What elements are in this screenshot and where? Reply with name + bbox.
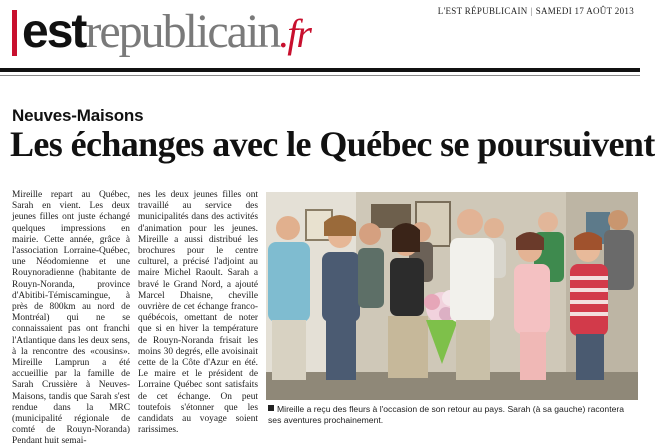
article-headline: Les échanges avec le Québec se poursuivent xyxy=(10,124,655,164)
header-meta xyxy=(438,6,634,16)
logo-republicain: republicain xyxy=(85,5,280,58)
newspaper-logo[interactable] xyxy=(22,4,310,62)
logo-accent-bar xyxy=(12,10,17,56)
logo-est: est xyxy=(22,5,86,58)
photo-caption xyxy=(268,404,636,426)
header-rule-thin xyxy=(0,75,640,76)
article-kicker: Neuves-Maisons xyxy=(12,106,144,125)
caption-bullet-icon xyxy=(268,405,274,411)
article-column-2: nes les deux jeunes filles ont travaillé au service des municipalités dans des activités d'animation pour les jeunes. Mireille a aussi distribué les brochures pour le centre culturel, a précisé l'adjoint au maire Michel Raoult. Sarah a bravé le Grand Nord, a ajouté Marcel Dhaisne, cheville ouvrière de cet échange franco-québécois, omettant de noter que si en hiver la température de Rouyn-Noranda frisait les moins 30 degrés, elle avoisinait cette de la Côte d'Azur en été. Le maire et le président de Lorraine Québec sont satisfaits de cet échange. On peut toutefois s'étonner que les candidats au voyage soient rarissimes. xyxy=(138,190,258,436)
paper-name: L'EST RÉPUBLICAIN xyxy=(437,6,528,16)
logo-fr: .fr xyxy=(279,11,310,56)
group-photo[interactable] xyxy=(266,192,638,400)
header-rule-thick xyxy=(0,68,640,72)
caption-text: Mireille a reçu des fleurs à l'occasion de son retour au pays. Sarah (à sa gauche) racontera ses aventures prochainement. xyxy=(268,404,625,425)
masthead xyxy=(0,0,640,66)
article-column-1: Mireille repart au Québec, Sarah en vient. Les deux jeunes filles ont juste échangé quelques impressions en mairie. Cette année, grâce à l'association Lorraine-Québec, une Néodomienne et une Rouynoradienne (habitante de Rouyn-Noranda, province d'Abitibi-Témiscamingue, à près de 800km au nord de Montréal) qui ne se connaissaient pas ont franchi l'Atlantique dans les deux sens, à la rencontre des «cousins». Mireille Lamprun a été accueillie par la famille de Sarah Crussière à Neuves-Maisons, tandis que Sarah s'est rendue dans la MRC (municipalité régionale de comté de Rouyn-Noranda) Pendant huit semai- xyxy=(12,190,130,447)
meta-separator: | xyxy=(530,6,533,16)
issue-date: SAMEDI 17 AOÛT 2013 xyxy=(535,6,634,16)
group-photo-illustration xyxy=(266,192,638,400)
